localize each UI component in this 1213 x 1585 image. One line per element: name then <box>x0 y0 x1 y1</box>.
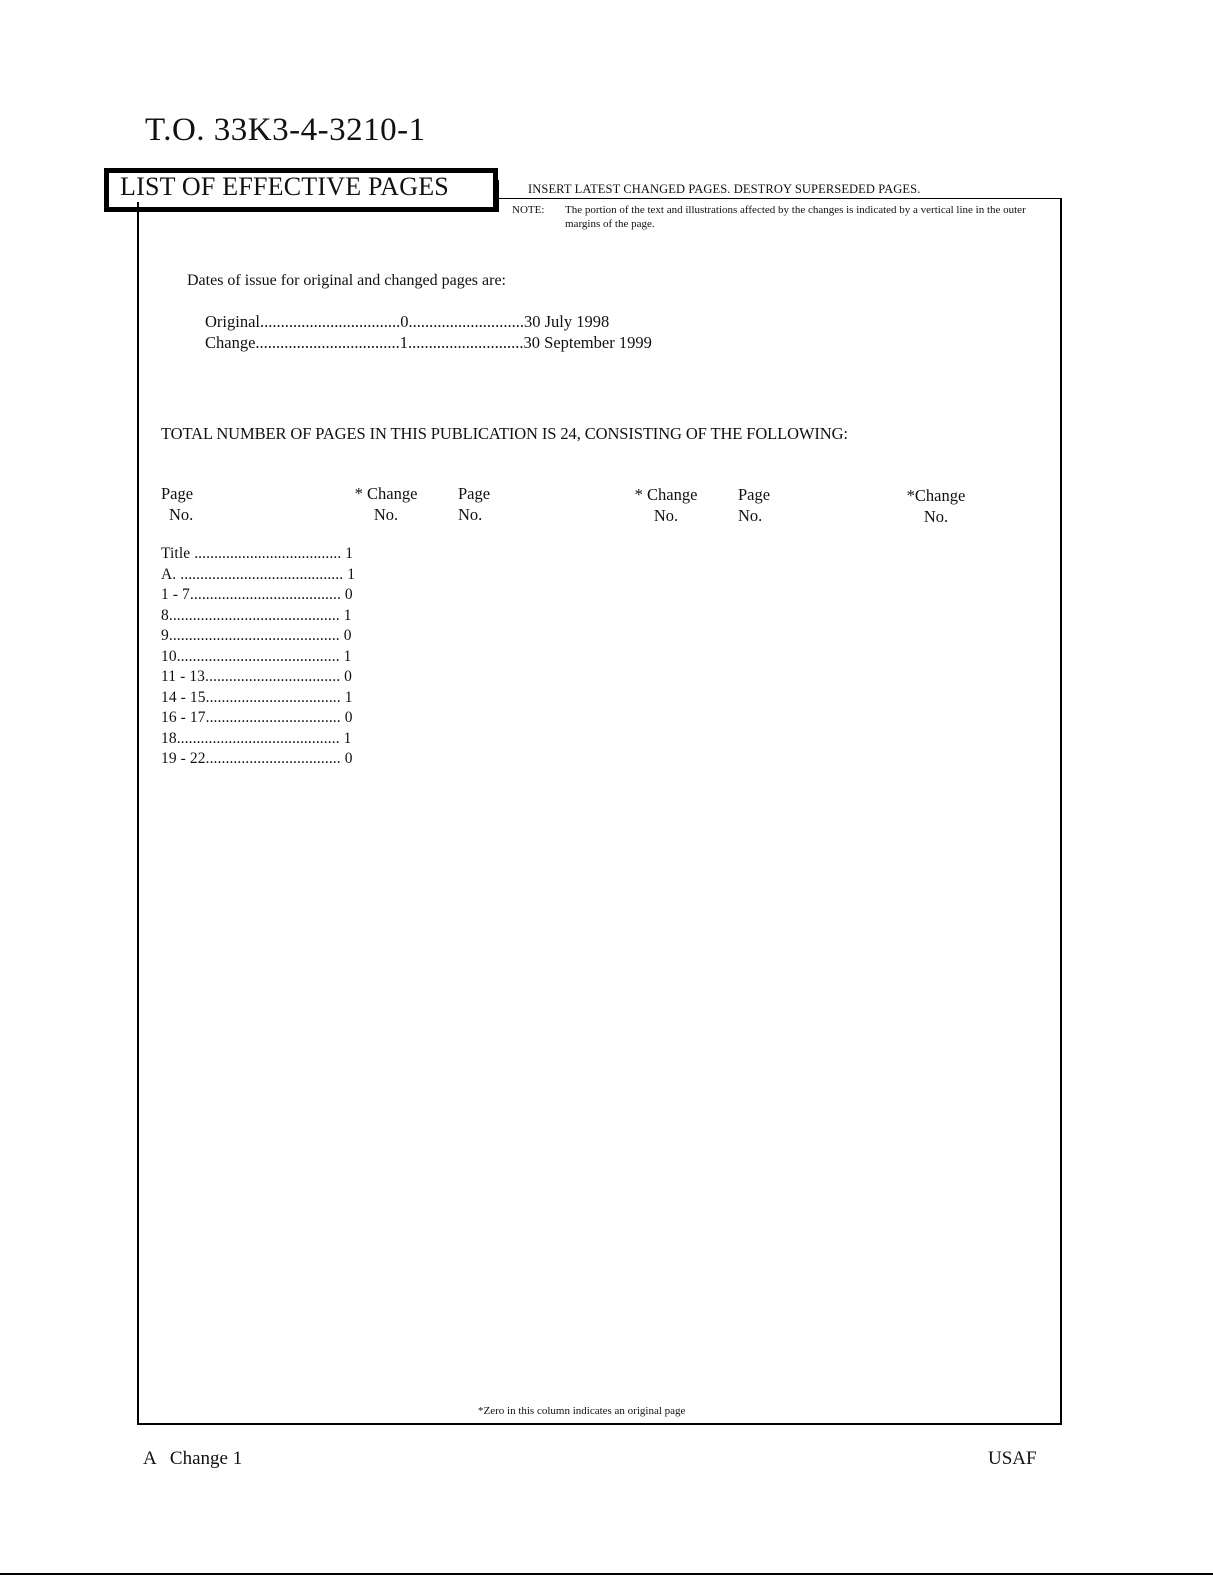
page-entry: 16 - 17.................................. 0 <box>161 709 353 726</box>
issue-row-original: Original..................................0............................30 July 1998 <box>205 312 610 331</box>
page-entry: A. ......................................... 1 <box>161 566 356 583</box>
issue-row-change: Change...................................1............................30 September 1999 <box>205 333 652 352</box>
page-entry: 18......................................... 1 <box>161 730 352 747</box>
col-header-line2: No. <box>653 506 679 525</box>
page-entry: 14 - 15.................................. 1 <box>161 689 353 706</box>
note-label: NOTE: <box>512 204 545 216</box>
col-header-line2: No. <box>458 505 483 524</box>
page-entry: 9........................................... 0 <box>161 627 352 644</box>
col-header-line1: * Change <box>354 484 418 503</box>
dates-intro: Dates of issue for original and changed pages are: <box>187 272 506 289</box>
col-header-change-2 <box>632 484 700 526</box>
col-header-line2: No. <box>923 507 949 526</box>
col-header-line1: Page <box>458 484 491 503</box>
col-header-line2: No. <box>738 506 763 525</box>
col-header-change-1 <box>352 483 420 525</box>
footer-page-id: A Change 1 <box>143 1448 243 1469</box>
col-header-line2: No. <box>373 505 399 524</box>
col-header-change-3 <box>903 485 969 527</box>
insert-instruction: INSERT LATEST CHANGED PAGES. DESTROY SUPERSEDED PAGES. <box>528 182 921 196</box>
col-header-line2: No. <box>169 505 194 524</box>
lep-title: LIST OF EFFECTIVE PAGES <box>120 172 449 201</box>
col-header-line1: Page <box>738 485 771 504</box>
insert-underline <box>497 198 1062 199</box>
footnote: *Zero in this column indicates an original page <box>478 1405 686 1417</box>
col-header-line1: * Change <box>634 485 698 504</box>
col-header-page-2 <box>458 483 490 525</box>
page-entry: Title ..................................... 1 <box>161 545 354 562</box>
col-header-line1: *Change <box>906 486 966 505</box>
page-entry: 8........................................... 1 <box>161 607 352 624</box>
frame-bottom-border <box>137 1423 1062 1425</box>
page-entry: 10......................................... 1 <box>161 648 352 665</box>
footer-service: USAF <box>988 1448 1037 1469</box>
total-pages-statement: TOTAL NUMBER OF PAGES IN THIS PUBLICATION IS 24, CONSISTING OF THE FOLLOWING: <box>161 424 848 443</box>
header-divider <box>497 180 499 212</box>
page-entry: 1 - 7...................................... 0 <box>161 586 353 603</box>
note-text: The portion of the text and illustrations affected by the changes is indicated by a vertical line in the outer margins of the page. <box>565 204 1026 230</box>
page-entry: 19 - 22.................................. 0 <box>161 750 353 767</box>
col-header-page-3 <box>738 484 770 526</box>
to-number: T.O. 33K3-4-3210-1 <box>145 112 426 148</box>
col-header-page-1 <box>161 483 193 525</box>
frame-left-border <box>137 202 139 1424</box>
frame-right-border <box>1060 198 1062 1424</box>
page-bottom-rule <box>0 1573 1213 1575</box>
page-entry: 11 - 13.................................. 0 <box>161 668 353 685</box>
col-header-line1: Page <box>161 484 194 503</box>
